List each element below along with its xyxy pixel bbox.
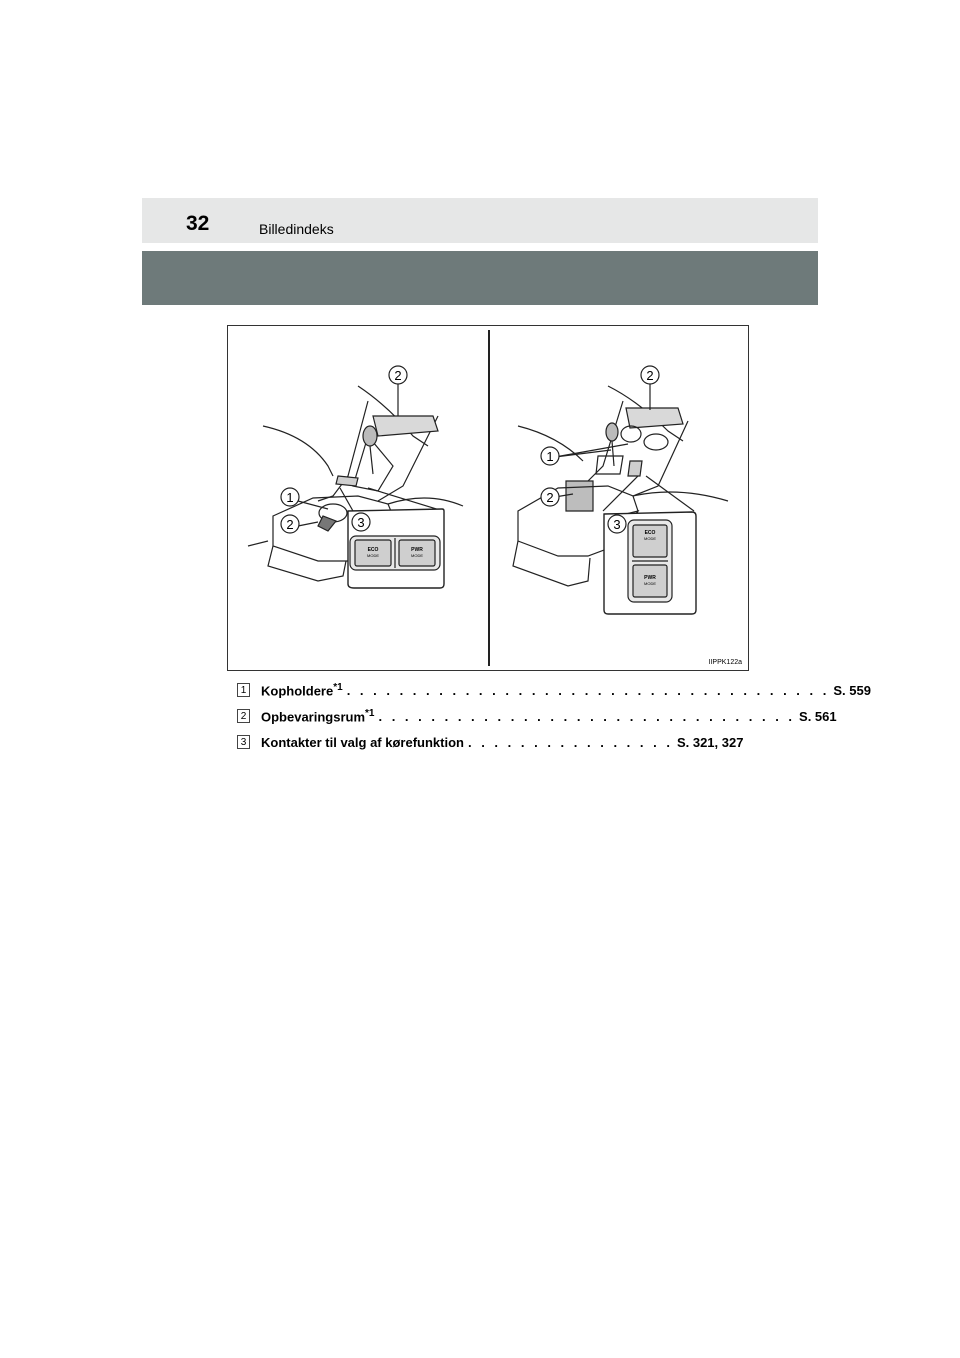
illustration-drawing [228, 326, 750, 672]
section-title: Billedindeks [259, 221, 334, 237]
svg-text:3: 3 [357, 515, 365, 530]
svg-text:2: 2 [646, 368, 654, 383]
left-callout-2-top [389, 366, 407, 416]
leader-dots: . . . . . . . . . . . . . . . . . . . . . . . . . . . . . . . . [378, 708, 796, 724]
page-number: 32 [186, 212, 210, 235]
right-callout-2-bottom [541, 488, 559, 506]
pwr-label-right-2: MODE [644, 581, 656, 586]
page-reference: S. 321, 327 [676, 734, 744, 750]
legend-item-storage [237, 707, 837, 725]
pwr-label-left-2: MODE [411, 553, 423, 558]
pwr-label-left-1: PWR [411, 547, 423, 553]
legend-item-cup-holders [237, 681, 871, 699]
eco-label-right-2: MODE [644, 536, 656, 541]
pwr-label-right-1: PWR [644, 575, 656, 581]
svg-text:1: 1 [286, 490, 294, 505]
header-bar [142, 198, 818, 243]
right-callout-2-top [641, 366, 659, 410]
leader-dots: . . . . . . . . . . . . . . . . [467, 734, 673, 750]
svg-text:2: 2 [546, 490, 554, 505]
eco-label-left-1: ECO [367, 547, 379, 553]
eco-label-left-2: MODE [367, 553, 379, 558]
right-callout-1 [541, 447, 559, 465]
figure-code: IIPPK122a [708, 659, 742, 666]
legend-label: Kontakter til valg af kørefunktion [261, 734, 464, 750]
leader-dots: . . . . . . . . . . . . . . . . . . . . . . . . . . . . . . . . . . . . . [346, 682, 830, 698]
legend-number: 3 [237, 735, 250, 749]
svg-text:3: 3 [613, 517, 621, 532]
footnote-mark: *1 [333, 681, 343, 693]
eco-label-right-1: ECO [644, 530, 656, 536]
right-callout-3 [608, 515, 626, 533]
page-reference: S. 561 [799, 708, 837, 724]
left-callout-1 [281, 488, 299, 506]
footnote-mark: *1 [365, 707, 375, 719]
legend-number: 1 [237, 683, 250, 697]
svg-text:2: 2 [286, 517, 294, 532]
legend-item-drive-mode-switches [237, 733, 744, 751]
legend-label: Opbevaringsrum [261, 709, 366, 725]
left-callout-2-bottom [281, 515, 299, 533]
left-callout-3 [352, 513, 370, 531]
svg-text:1: 1 [546, 449, 554, 464]
section-band [142, 251, 818, 305]
page-reference: S. 559 [833, 682, 871, 698]
legend-label: Kopholdere [261, 683, 334, 699]
svg-text:2: 2 [394, 368, 402, 383]
legend-number: 2 [237, 709, 250, 723]
console-illustration [227, 325, 749, 671]
